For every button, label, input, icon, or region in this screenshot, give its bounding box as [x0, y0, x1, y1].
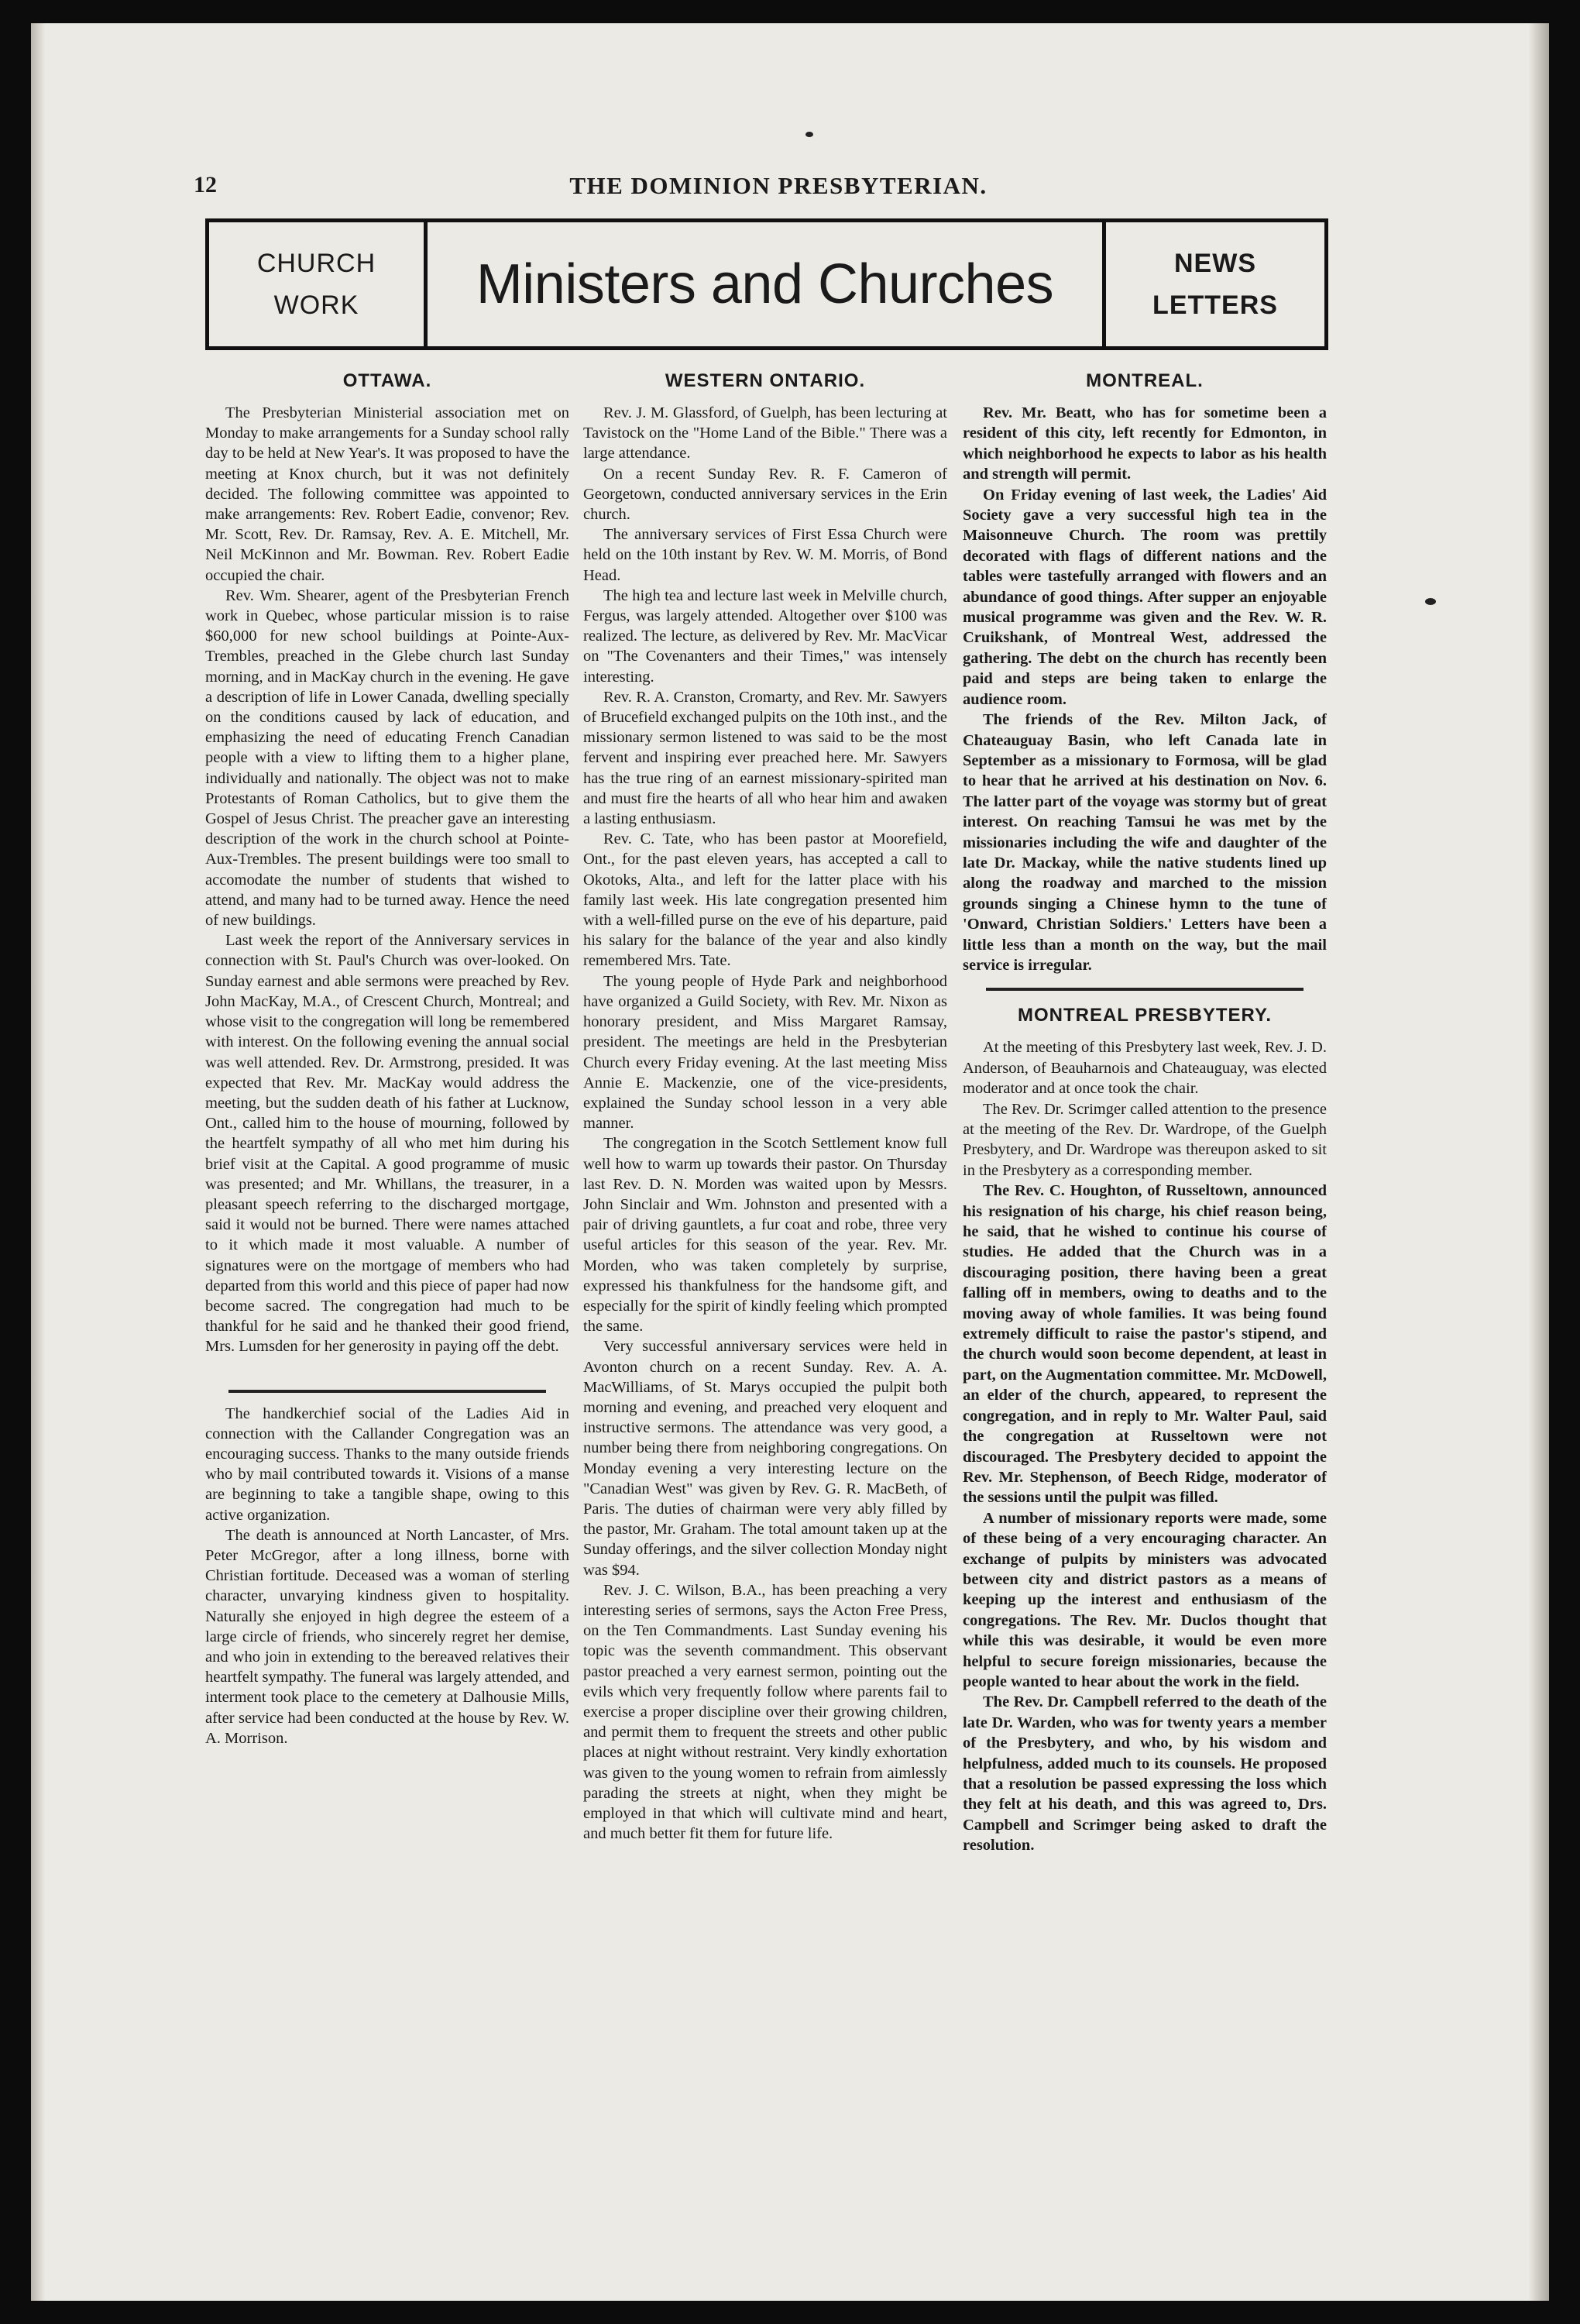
article-paragraph: The congregation in the Scotch Settlement know full well how to warm up towards their pastor. On Thursday last Rev. D. N. Morden was waited upon by Messrs. John Sinclair and Wm. Johnston and presented with a pair of driving gauntlets, a fur coat and robe, three very useful articles for this season of the year. Rev. Mr. Morden, who was taken completely by surprise, expressed his thankfulness for the handsome gift, and especially for the spirit of kindly feeling which prompted the same.	[583, 1135, 947, 1336]
article-paragraph: The Presbyterian Ministerial association met on Monday to make arrangements for a Sunday school rally day to be held at New Year's. It was proposed to have the meeting at Knox church, but it was not definitely decided. The following committee was appointed to make arrangements: Rev. Robert Eadie, convenor; Rev. Mr. Scott, Rev. Dr. Ramsay, Rev. A. E. Mitchell, Mr. Neil McKinnon and Mr. Bowman. Rev. Robert Eadie occupied the chair.	[205, 404, 569, 584]
masthead-right-line2: LETTERS	[1152, 290, 1278, 320]
section-divider	[228, 1390, 546, 1393]
column-ottawa	[205, 366, 569, 2155]
masthead-right-line1: NEWS	[1174, 249, 1256, 278]
article-paragraph: The young people of Hyde Park and neighborhood have organized a Guild Society, with Rev. Mr. Nixon as honorary president, and Miss Margaret Ramsay, president. The meetings are held in the Presbyterian Church every Friday evening. At the last meeting Miss Annie E. Mackenzie, one of the vice-presidents, explained the Sunday school lesson in a very able manner.	[583, 972, 947, 1133]
ink-speck	[805, 132, 813, 137]
article-paragraph: Rev. C. Tate, who has been pastor at Moorefield, Ont., for the past eleven years, has accepted a call to Okotoks, Alta., and left for the latter place with his family last week. His late congregation presented him with a well-filled purse on the eve of his departure, paid his salary for the balance of the year and also kindly remembered Mrs. Tate.	[583, 830, 947, 970]
page-number: 12	[194, 172, 217, 198]
article-paragraph: Rev. J. C. Wilson, B.A., has been preaching a very interesting series of sermons, says the Acton Free Press, on the Ten Commandments. Last Sunday evening his topic was the seventh commandment. This observant pastor preached a very earnest sermon, pointing out the evils which very frequently follow where parents fail to exercise a proper discipline over their growing children, and permit them to frequent the streets and other public places at night without restraint. Very kindly exhortation was given to the young women to refrain from aimlessly parading the streets at night, when they might be employed in that which will cultivate mind and heart, and much better fit them for future life.	[583, 1581, 947, 1843]
article-paragraph: The Rev. Dr. Campbell referred to the death of the late Dr. Warden, who was for twenty years a member of the Presbytery, and who, by his wisdom and helpfulness, added much to its counsels. He proposed that a resolution be passed expressing the loss which they felt at his death, and this was agreed to, Drs. Campbell and Scrimger being asked to draft the resolution.	[963, 1693, 1327, 1855]
article-paragraph: Rev. R. A. Cranston, Cromarty, and Rev. Mr. Sawyers of Brucefield exchanged pulpits on the 10th inst., and the missionary sermon listened to was said to be the most fervent and inspiring ever preached here. Mr. Sawyers has the true ring of an earnest missionary-spirited man and must fire the hearts of all who hear him and awaken a lasting enthusiasm.	[583, 688, 947, 828]
article-paragraph: At the meeting of this Presbytery last week, Rev. J. D. Anderson, of Beauharnois and Chateauguay, was elected moderator and at once took the chair.	[963, 1039, 1327, 1098]
column-montreal	[963, 366, 1327, 2155]
ink-speck	[1425, 598, 1436, 605]
article-paragraph: The anniversary services of First Essa Church were held on the 10th instant by Rev. W. M. Morris, of Bond Head.	[583, 526, 947, 584]
masthead-title: Ministers and Churches	[476, 253, 1054, 315]
masthead-left-line1: CHURCH	[256, 249, 376, 278]
montreal-presbytery-heading: MONTREAL PRESBYTERY.	[1017, 1005, 1273, 1026]
section-divider	[986, 988, 1304, 991]
ottawa-heading: OTTAWA.	[342, 370, 432, 391]
journal-title: THE DOMINION PRESBYTERIAN.	[569, 172, 988, 199]
masthead-right-box	[1106, 222, 1324, 346]
article-paragraph: On Friday evening of last week, the Ladies' Aid Society gave a very successful high tea in the Maisonneuve Church. The room was prettily decorated with flags of different nations and the tables were tastefully arranged with flowers and an abundance of good things. After supper an enjoyable musical programme was given and the Rev. W. R. Cruikshank, of Montreal West, addressed the gathering. The debt on the church has recently been paid and steps are being taken to enlarge the audience room.	[963, 486, 1327, 708]
masthead-left-line2: WORK	[273, 290, 359, 320]
article-paragraph: The friends of the Rev. Milton Jack, of Chateauguay Basin, who left Canada late in September as a missionary to Formosa, will be glad to hear that he arrived at his destination on Nov. 6. The latter part of the voyage was stormy but of great interest. On reaching Tamsui he was met by the missionaries including the wife and daughter of the late Dr. Mackay, while the native students lined up along the roadway and marched to the mission grounds singing a Chinese hymn to the tune of 'Onward, Christian Soldiers.' Letters have been a little less than a month on the way, but the mail service is irregular.	[963, 711, 1327, 974]
article-paragraph: Rev. Mr. Beatt, who has for sometime been a resident of this city, left recently for Edmonton, in which neighborhood he expects to labor as his health and strength will permit.	[963, 404, 1327, 483]
scan-edge-left	[31, 23, 45, 2301]
article-paragraph: The Rev. Dr. Scrimger called attention to the presence at the meeting of the Rev. Dr. Wardrope, of the Guelph Presbytery, and Dr. Wardrope was thereupon asked to sit in the Presbytery as a corresponding member.	[963, 1100, 1327, 1179]
article-paragraph: The death is announced at North Lancaster, of Mrs. Peter McGregor, after a long illness, borne with Christian fortitude. Deceased was a woman of sterling character, unvarying kindness given to hospitality. Naturally she enjoyed in high degree the esteem of a large circle of friends, who sincerely regret her demise, and who join in extending to the bereaved relatives their heartfelt sympathy. The funeral was largely attended, and interment took place to the cemetery at Dalhousie Mills, after service had been conducted at the house by Rev. W. A. Morrison.	[205, 1526, 569, 1747]
section-masthead	[205, 218, 1328, 350]
column-western-ontario	[583, 366, 947, 2155]
article-paragraph: On a recent Sunday Rev. R. F. Cameron of Georgetown, conducted anniversary services in the Erin church.	[583, 465, 947, 524]
article-paragraph: A number of missionary reports were made, some of these being of a very encouraging character. An exchange of pulpits by ministers was advocated between city and district pastors as a means of keeping up the interest and enthusiasm of the congregations. The Rev. Mr. Duclos thought that while this was desirable, it would be even more helpful to secure foreign missionaries, because the people wanted to hear about the work in the field.	[963, 1509, 1327, 1690]
article-paragraph: Very successful anniversary services were held in Avonton church on a recent Sunday. Rev. A. A. MacWilliams, of St. Marys occupied the pulpit both morning and evening, and preached very eloquent and instructive sermons. The attendance was very good, a number being there from neighboring congregations. On Monday evening a very interesting lecture on the "Canadian West" was given by Rev. G. R. MacBeth, of Paris. The duties of chairman were very ably filled by the pastor, Mr. Graham. The total amount taken up at the Sunday offerings, and the silver collection Monday night was $94.	[583, 1338, 947, 1579]
spacer	[205, 1357, 569, 1377]
article-paragraph: The high tea and lecture last week in Melville church, Fergus, was largely attended. Altogether over $100 was realized. The lecture, as delivered by Rev. Mr. MacVicar on "The Covenanters and their Times," was intensely interesting.	[583, 586, 947, 686]
running-head	[194, 172, 1363, 206]
article-paragraph: The handkerchief social of the Ladies Aid in connection with the Callander Congregation was an encouraging success. Thanks to the many outside friends who by mail contributed towards it. Visions of a manse are beginning to take a tangible shape, owing to this active organization.	[205, 1404, 569, 1524]
article-paragraph: The Rev. C. Houghton, of Russeltown, announced his resignation of his charge, his chief reason being, he said, that he wished to continue his course of studies. He added that the Church was in a discouraging position, there having been a great falling off in members, owing to deaths and to the moving away of whole families. It was being found extremely difficult to raise the pastor's stipend, and the church would soon become dependent, at least in part, on the Augmentation committee. Mr. McDowell, an elder of the church, appeared, to represent the congregation, and in reply to Mr. Walter Paul, said the congregation at Russeltown were not discouraged. The Presbytery decided to appoint the Rev. Mr. Stephenson, of Beech Ridge, moderator of the sessions until the pulpit was filled.	[963, 1182, 1327, 1507]
article-paragraph: Last week the report of the Anniversary services in connection with St. Paul's Church was over-looked. On Sunday earnest and able sermons were preached by Rev. John MacKay, M.A., of Crescent Church, Montreal; and whose visit to the congregation will long be remembered with interest. On the following evening the annual social was well attended. Rev. Dr. Armstrong, presided. It was expected that Rev. Mr. MacKay would address the meeting, but the sudden death of his father at Lucknow, Ont., called him to the house of mourning, followed by the heartfelt sympathy of all who met him during his brief visit at the Capital. A good programme of music was presented; and Mr. Whillans, the treasurer, in a pleasant speech referring to the discharged mortgage, said it would not be burned. There were names attached to it which made it most valuable. A number of signatures were on the mortgage of members who had departed from this world and this piece of paper had now become sacred. The congregation had much to be thankful for he said and he thanked their good friend, Mrs. Lumsden for her generosity in paying off the debt.	[205, 932, 569, 1356]
masthead-center-box	[428, 222, 1106, 346]
masthead-left-box	[209, 222, 428, 346]
montreal-heading: MONTREAL.	[1086, 370, 1204, 391]
scan-edge-right	[1529, 23, 1549, 2301]
article-paragraph: Rev. J. M. Glassford, of Guelph, has been lecturing at Tavistock on the "Home Land of the Bible." There was a large attendance.	[583, 404, 947, 462]
western-ontario-heading: WESTERN ONTARIO.	[665, 370, 866, 391]
newspaper-page	[31, 23, 1549, 2301]
article-paragraph: Rev. Wm. Shearer, agent of the Presbyterian French work in Quebec, whose particular mission is to raise $60,000 for new school buildings at Pointe-Aux-Trembles, preached in the Glebe church last Sunday morning, and in MacKay church in the evening. He gave a description of life in Lower Canada, dwelling specially on the conditions caused by lack of education, and emphasizing the need of educating French Canadian people with a view to lifting them to a higher plane, individually and nationally. The object was not to make Protestants of Roman Catholics, but to give them the Gospel of Jesus Christ. The preacher gave an interesting description of the work in the church school at Pointe-Aux-Trembles. The present buildings were too small to accomodate the number of students that wished to attend, and many had to be turned away. Hence the need of new buildings.	[205, 586, 569, 930]
